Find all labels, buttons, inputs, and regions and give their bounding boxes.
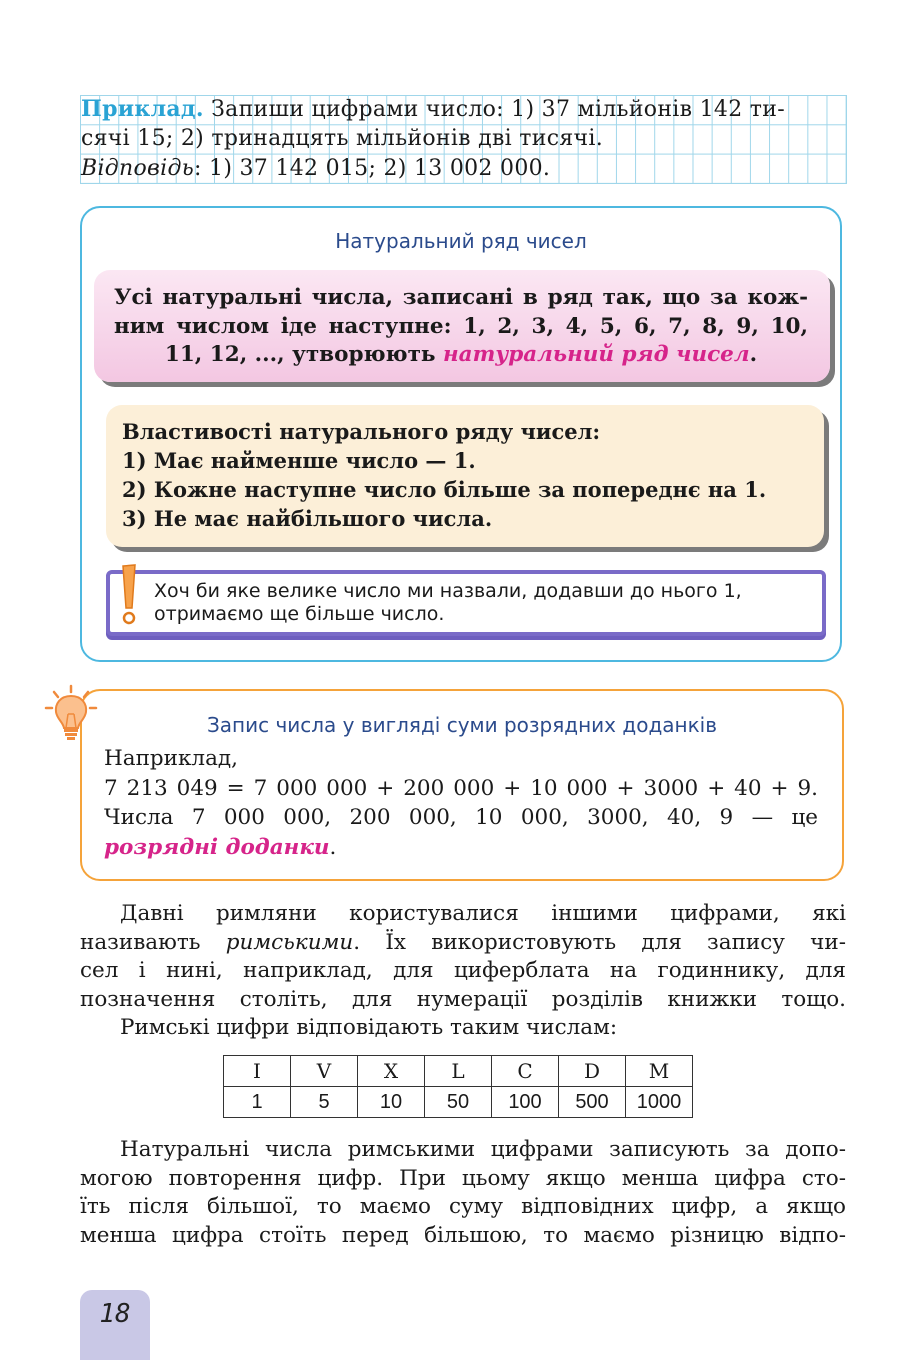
digit-sum-heading: Запис числа у вигляді суми розрядних доданків	[206, 713, 718, 737]
table-cell: 10	[358, 1087, 425, 1118]
table-cell: V	[291, 1056, 358, 1087]
digit-sum-line-4: розрядні доданки.	[104, 834, 337, 860]
note-box	[106, 570, 826, 636]
example-line-2: сячі 15; 2) тринадцять мільйонів дві тисячі.	[81, 126, 604, 152]
page-number: 18	[80, 1290, 150, 1360]
table-cell: D	[559, 1056, 626, 1087]
paragraph-line: називають римськими. Їх використовують для запису чи-	[80, 929, 846, 955]
natural-series-heading: Натуральний ряд чисел	[335, 229, 587, 253]
roman-numerals-table	[223, 1055, 693, 1118]
roman-rules-paragraph	[80, 1136, 846, 1250]
paragraph-line: сел і нині, наприклад, для циферблата на годиннику, для	[80, 958, 846, 984]
example-block	[80, 95, 847, 184]
paragraph-line: менша цифра стоїть перед більшою, то маємо різницю відпо-	[80, 1222, 846, 1248]
example-line-1: Приклад. Запиши цифрами число: 1) 37 мільйонів 142 ти-	[81, 96, 785, 122]
example-label: Приклад.	[81, 96, 204, 122]
paragraph-line: позначення століть, для нумерації розділів книжки тощо.	[80, 986, 846, 1012]
term-roman: римськими	[225, 929, 354, 955]
paragraph-line: Натуральні числа римськими цифрами записують за допо-	[120, 1137, 846, 1162]
definition-line-3: 11, 12, ..., утворюють натуральний ряд чисел.	[164, 342, 758, 367]
property-item: 2) Кожне наступне число більше за попереднє на 1.	[122, 477, 767, 502]
roman-intro-paragraph	[80, 900, 846, 1043]
term-digit-addends: розрядні доданки	[104, 834, 330, 860]
definition-line-1: Усі натуральні числа, записані в ряд так, що за кож-	[114, 285, 808, 310]
table-row	[224, 1087, 693, 1118]
table-cell: 5	[291, 1087, 358, 1118]
answer-label: Відповідь	[81, 155, 195, 181]
paragraph-line: могою повторення цифр. При цьому якщо менша цифра сто-	[80, 1165, 846, 1191]
table-row	[224, 1056, 693, 1087]
note-line-1: Хоч би яке велике число ми назвали, додавши до нього 1,	[154, 580, 742, 602]
example-answer: Відповідь: 1) 37 142 015; 2) 13 002 000.	[81, 155, 551, 181]
property-item: 3) Не має найбільшого числа.	[122, 506, 493, 531]
table-cell: 1000	[626, 1087, 693, 1118]
table-cell: 500	[559, 1087, 626, 1118]
table-cell: X	[358, 1056, 425, 1087]
digit-sum-line-1: Наприклад,	[104, 746, 238, 771]
exclamation-icon	[112, 562, 146, 628]
table-cell: I	[224, 1056, 291, 1087]
table-cell: 50	[425, 1087, 492, 1118]
note-line-2: отримаємо ще більше число.	[154, 603, 445, 625]
paragraph-line: їть після більшої, то маємо суму відповідних цифр, а якщо	[80, 1194, 846, 1220]
digit-sum-text	[104, 744, 818, 862]
digit-sum-line-3: Числа 7 000 000, 200 000, 10 000, 3000, 40, 9 — це	[104, 805, 818, 830]
definition-line-2: ним числом іде наступне: 1, 2, 3, 4, 5, 6, 7, 8, 9, 10,	[114, 313, 808, 339]
digit-sum-line-2: 7 213 049 = 7 000 000 + 200 000 + 10 000 + 3000 + 40 + 9.	[104, 775, 818, 801]
properties-box	[106, 405, 824, 547]
table-cell: M	[626, 1056, 693, 1087]
properties-title: Властивості натурального ряду чисел:	[122, 419, 601, 444]
table-cell: 100	[492, 1087, 559, 1118]
paragraph-line: Римські цифри відповідають таким числам:	[120, 1015, 618, 1041]
table-cell: L	[425, 1056, 492, 1087]
property-item: 1) Має найменше число — 1.	[122, 448, 476, 473]
term-natural-series: натуральний ряд чисел	[442, 342, 750, 367]
table-cell: C	[492, 1056, 559, 1087]
table-cell: 1	[224, 1087, 291, 1118]
definition-box	[94, 270, 830, 382]
paragraph-line: Давні римляни користувалися іншими цифрами, які	[120, 901, 846, 926]
